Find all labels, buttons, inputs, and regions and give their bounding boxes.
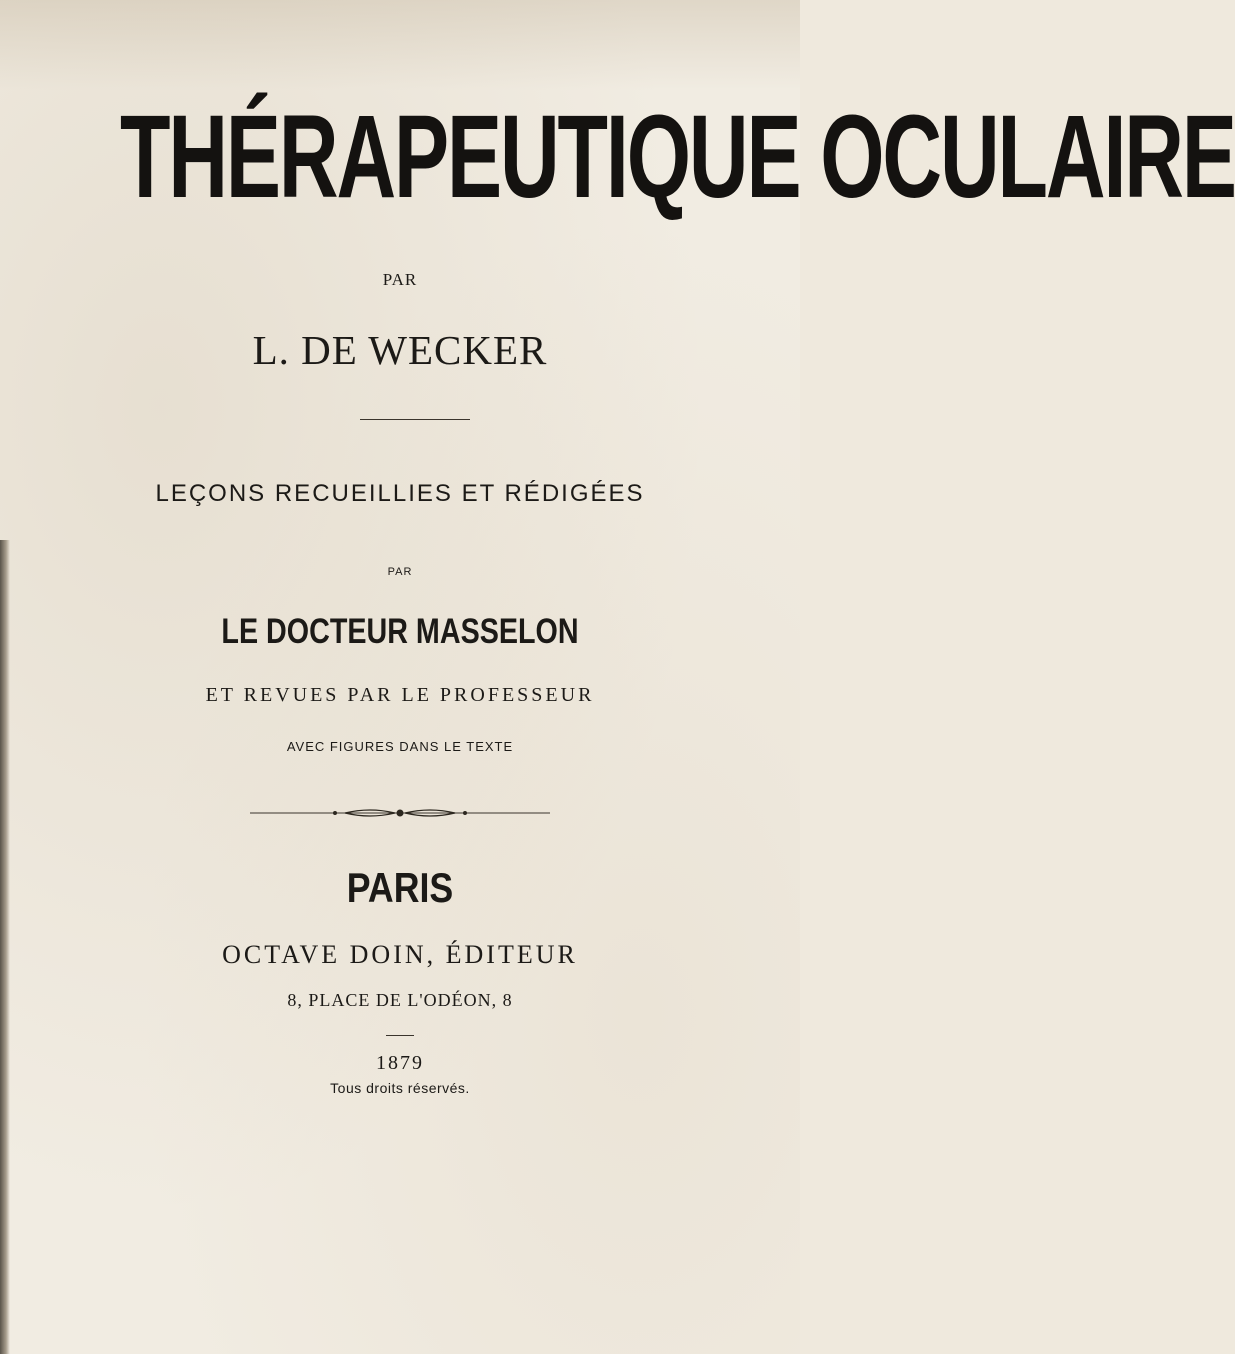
city: PARIS xyxy=(346,864,454,911)
paper-stain xyxy=(0,0,800,90)
revision-line: ET REVUES PAR LE PROFESSEUR xyxy=(205,684,595,706)
ornament-divider xyxy=(250,806,550,820)
publication-year: 1879 xyxy=(376,1052,424,1074)
collection-line: LEÇONS RECUEILLIES ET RÉDIGÉES xyxy=(155,480,645,507)
publisher: OCTAVE DOIN, ÉDITEUR xyxy=(222,940,578,969)
book-title: THÉRAPEUTIQUE OCULAIRE xyxy=(120,91,1235,223)
author-name: L. DE WECKER xyxy=(252,327,548,373)
divider-rule xyxy=(360,419,470,420)
editor-name: LE DOCTEUR MASSELON xyxy=(221,612,579,651)
by-label-2: PAR xyxy=(387,566,413,578)
publisher-address: 8, PLACE DE L'ODÉON, 8 xyxy=(287,990,513,1010)
rights-notice: Tous droits réservés. xyxy=(330,1080,470,1096)
short-rule xyxy=(386,1035,414,1036)
figures-line: AVEC FIGURES DANS LE TEXTE xyxy=(286,739,514,754)
by-label: PAR xyxy=(382,270,418,289)
